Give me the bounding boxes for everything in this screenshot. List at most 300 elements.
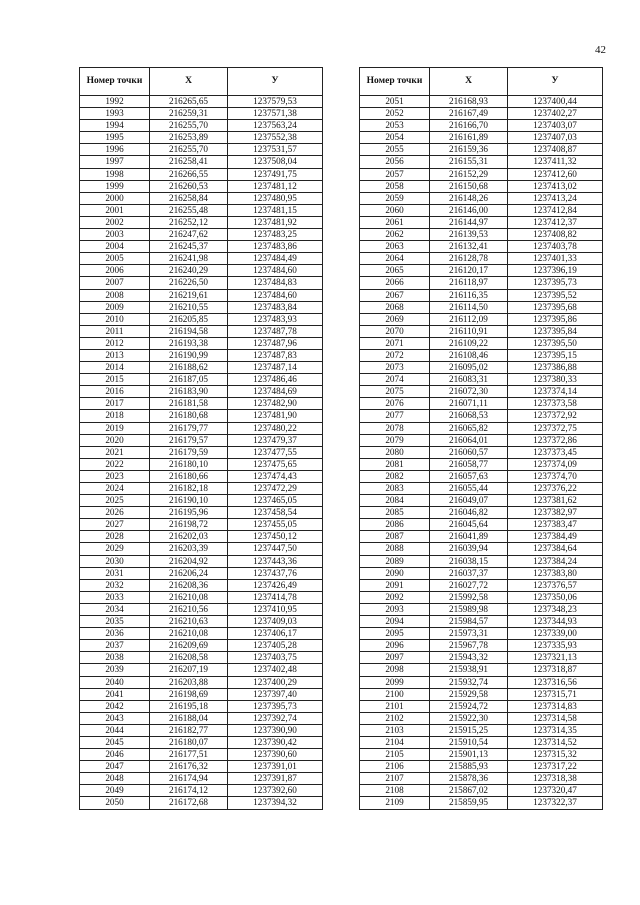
cell-point-number: 2083 [360, 483, 430, 495]
cell-point-number: 2006 [80, 265, 150, 277]
cell-point-number: 2041 [80, 688, 150, 700]
cell-y: 1237472,29 [228, 483, 323, 495]
table-row [360, 507, 603, 519]
cell-x: 215973,31 [430, 628, 508, 640]
cell-point-number: 1994 [80, 120, 150, 132]
cell-y: 1237390,42 [228, 736, 323, 748]
cell-x: 216167,49 [430, 108, 508, 120]
cell-x: 216203,88 [150, 676, 228, 688]
cell-point-number: 2073 [360, 362, 430, 374]
cell-y: 1237395,84 [508, 325, 603, 337]
cell-x: 216046,82 [430, 507, 508, 519]
table-row [360, 616, 603, 628]
cell-point-number: 2105 [360, 749, 430, 761]
cell-point-number: 2072 [360, 349, 430, 361]
table-row [80, 301, 323, 313]
cell-x: 216150,68 [430, 180, 508, 192]
table-row [80, 192, 323, 204]
cell-point-number: 2094 [360, 616, 430, 628]
cell-point-number: 2091 [360, 579, 430, 591]
cell-point-number: 2078 [360, 422, 430, 434]
cell-y: 1237437,76 [228, 567, 323, 579]
table-row [360, 108, 603, 120]
cell-point-number: 2092 [360, 591, 430, 603]
cell-y: 1237443,36 [228, 555, 323, 567]
cell-point-number: 2012 [80, 337, 150, 349]
table-row [80, 180, 323, 192]
cell-x: 216095,02 [430, 362, 508, 374]
table-row [360, 773, 603, 785]
cell-point-number: 2015 [80, 374, 150, 386]
cell-x: 216176,32 [150, 761, 228, 773]
cell-point-number: 2045 [80, 736, 150, 748]
cell-x: 216045,64 [430, 519, 508, 531]
cell-point-number: 2005 [80, 253, 150, 265]
table-row [360, 652, 603, 664]
cell-point-number: 2102 [360, 712, 430, 724]
cell-point-number: 2014 [80, 362, 150, 374]
table-row [80, 204, 323, 216]
table-row [80, 652, 323, 664]
cell-y: 1237414,78 [228, 591, 323, 603]
cell-point-number: 2080 [360, 446, 430, 458]
cell-y: 1237382,97 [508, 507, 603, 519]
table-row [360, 676, 603, 688]
cell-y: 1237508,04 [228, 156, 323, 168]
table-row [80, 700, 323, 712]
cell-x: 216179,77 [150, 422, 228, 434]
table-row [360, 749, 603, 761]
cell-x: 216172,68 [150, 797, 228, 809]
table-row [360, 398, 603, 410]
cell-point-number: 2106 [360, 761, 430, 773]
cell-x: 215922,30 [430, 712, 508, 724]
cell-y: 1237552,38 [228, 132, 323, 144]
table-row [80, 253, 323, 265]
header-x: X [150, 68, 228, 96]
cell-y: 1237458,54 [228, 507, 323, 519]
table-row [360, 446, 603, 458]
cell-y: 1237407,03 [508, 132, 603, 144]
table-row [360, 337, 603, 349]
cell-x: 216128,78 [430, 253, 508, 265]
cell-y: 1237395,52 [508, 289, 603, 301]
cell-y: 1237314,35 [508, 724, 603, 736]
cell-x: 216132,41 [430, 241, 508, 253]
cell-x: 216226,50 [150, 277, 228, 289]
cell-x: 216205,85 [150, 313, 228, 325]
page-number: 42 [595, 44, 606, 56]
cell-x: 215924,72 [430, 700, 508, 712]
cell-y: 1237412,37 [508, 216, 603, 228]
cell-x: 216198,69 [150, 688, 228, 700]
cell-point-number: 2051 [360, 96, 430, 108]
cell-x: 216148,26 [430, 192, 508, 204]
cell-point-number: 2038 [80, 652, 150, 664]
cell-y: 1237481,92 [228, 216, 323, 228]
table-row [80, 156, 323, 168]
cell-x: 216240,29 [150, 265, 228, 277]
table-row [360, 555, 603, 567]
cell-x: 216049,07 [430, 495, 508, 507]
cell-x: 216159,36 [430, 144, 508, 156]
coordinates-table-left [79, 67, 323, 810]
cell-x: 215938,91 [430, 664, 508, 676]
table-row [360, 640, 603, 652]
cell-x: 216183,90 [150, 386, 228, 398]
cell-y: 1237480,95 [228, 192, 323, 204]
cell-y: 1237395,73 [228, 700, 323, 712]
table-row [360, 204, 603, 216]
cell-y: 1237571,38 [228, 108, 323, 120]
cell-x: 216057,63 [430, 470, 508, 482]
table-row [360, 785, 603, 797]
cell-y: 1237396,19 [508, 265, 603, 277]
cell-point-number: 2010 [80, 313, 150, 325]
table-row [360, 277, 603, 289]
cell-x: 216210,63 [150, 616, 228, 628]
cell-x: 216177,51 [150, 749, 228, 761]
cell-x: 216194,58 [150, 325, 228, 337]
cell-point-number: 2052 [360, 108, 430, 120]
cell-x: 216204,92 [150, 555, 228, 567]
table-row [360, 313, 603, 325]
cell-point-number: 2058 [360, 180, 430, 192]
cell-point-number: 2049 [80, 785, 150, 797]
cell-y: 1237380,33 [508, 374, 603, 386]
cell-y: 1237350,06 [508, 591, 603, 603]
cell-x: 216027,72 [430, 579, 508, 591]
cell-y: 1237395,50 [508, 337, 603, 349]
cell-point-number: 2079 [360, 434, 430, 446]
cell-point-number: 2043 [80, 712, 150, 724]
cell-x: 216055,44 [430, 483, 508, 495]
cell-point-number: 2075 [360, 386, 430, 398]
cell-point-number: 2076 [360, 398, 430, 410]
cell-y: 1237374,70 [508, 470, 603, 482]
cell-y: 1237426,49 [228, 579, 323, 591]
table-row [360, 168, 603, 180]
cell-point-number: 2096 [360, 640, 430, 652]
table-row [80, 712, 323, 724]
cell-x: 216255,48 [150, 204, 228, 216]
cell-point-number: 2071 [360, 337, 430, 349]
cell-x: 216041,89 [430, 531, 508, 543]
cell-y: 1237395,68 [508, 301, 603, 313]
table-row [360, 628, 603, 640]
cell-point-number: 2026 [80, 507, 150, 519]
cell-y: 1237384,64 [508, 543, 603, 555]
cell-point-number: 2067 [360, 289, 430, 301]
cell-y: 1237484,83 [228, 277, 323, 289]
cell-point-number: 1997 [80, 156, 150, 168]
table-row [360, 688, 603, 700]
cell-y: 1237372,75 [508, 422, 603, 434]
cell-x: 216146,00 [430, 204, 508, 216]
table-row [80, 736, 323, 748]
cell-y: 1237372,92 [508, 410, 603, 422]
cell-x: 216245,37 [150, 241, 228, 253]
cell-y: 1237390,60 [228, 749, 323, 761]
cell-point-number: 2011 [80, 325, 150, 337]
cell-point-number: 2095 [360, 628, 430, 640]
cell-y: 1237408,87 [508, 144, 603, 156]
cell-point-number: 2099 [360, 676, 430, 688]
cell-y: 1237408,82 [508, 229, 603, 241]
table-row [360, 664, 603, 676]
cell-x: 216207,19 [150, 664, 228, 676]
table-row [360, 470, 603, 482]
cell-point-number: 2018 [80, 410, 150, 422]
cell-y: 1237344,93 [508, 616, 603, 628]
cell-y: 1237318,87 [508, 664, 603, 676]
table-row [360, 700, 603, 712]
table-row [360, 543, 603, 555]
cell-y: 1237314,58 [508, 712, 603, 724]
cell-y: 1237395,86 [508, 313, 603, 325]
table-row [80, 603, 323, 615]
cell-y: 1237314,52 [508, 736, 603, 748]
cell-point-number: 2004 [80, 241, 150, 253]
table-row [360, 374, 603, 386]
table-row [360, 591, 603, 603]
cell-x: 216255,70 [150, 144, 228, 156]
cell-x: 216168,93 [430, 96, 508, 108]
cell-point-number: 2060 [360, 204, 430, 216]
cell-y: 1237386,88 [508, 362, 603, 374]
cell-point-number: 2021 [80, 446, 150, 458]
table-row [80, 386, 323, 398]
cell-point-number: 2062 [360, 229, 430, 241]
cell-point-number: 2009 [80, 301, 150, 313]
cell-point-number: 2031 [80, 567, 150, 579]
cell-y: 1237372,86 [508, 434, 603, 446]
cell-y: 1237412,84 [508, 204, 603, 216]
table-row [360, 761, 603, 773]
table-row [80, 507, 323, 519]
table-row [80, 773, 323, 785]
cell-x: 216144,97 [430, 216, 508, 228]
table-row [80, 325, 323, 337]
cell-point-number: 2050 [80, 797, 150, 809]
table-row [80, 277, 323, 289]
cell-x: 215929,58 [430, 688, 508, 700]
cell-y: 1237487,83 [228, 349, 323, 361]
cell-point-number: 2029 [80, 543, 150, 555]
cell-x: 216038,15 [430, 555, 508, 567]
cell-x: 216210,08 [150, 591, 228, 603]
cell-x: 216260,53 [150, 180, 228, 192]
table-row [360, 253, 603, 265]
table-row [80, 144, 323, 156]
cell-point-number: 1995 [80, 132, 150, 144]
cell-point-number: 1999 [80, 180, 150, 192]
cell-y: 1237317,22 [508, 761, 603, 773]
cell-point-number: 2044 [80, 724, 150, 736]
cell-y: 1237373,45 [508, 446, 603, 458]
cell-y: 1237413,24 [508, 192, 603, 204]
cell-x: 216206,24 [150, 567, 228, 579]
cell-point-number: 2057 [360, 168, 430, 180]
table-row [80, 229, 323, 241]
cell-point-number: 2055 [360, 144, 430, 156]
table-row [80, 519, 323, 531]
table-row [80, 761, 323, 773]
cell-point-number: 2027 [80, 519, 150, 531]
table-row [80, 289, 323, 301]
cell-point-number: 2061 [360, 216, 430, 228]
cell-x: 216139,53 [430, 229, 508, 241]
cell-y: 1237401,33 [508, 253, 603, 265]
cell-x: 216110,91 [430, 325, 508, 337]
cell-x: 216114,50 [430, 301, 508, 313]
cell-y: 1237475,65 [228, 458, 323, 470]
table-row [360, 712, 603, 724]
cell-x: 215901,13 [430, 749, 508, 761]
table-row [360, 422, 603, 434]
cell-y: 1237390,90 [228, 724, 323, 736]
cell-point-number: 2030 [80, 555, 150, 567]
table-row [80, 434, 323, 446]
cell-point-number: 2008 [80, 289, 150, 301]
cell-x: 215867,02 [430, 785, 508, 797]
cell-point-number: 2003 [80, 229, 150, 241]
table-row [360, 120, 603, 132]
header-y: У [228, 68, 323, 96]
cell-y: 1237455,05 [228, 519, 323, 531]
cell-point-number: 2019 [80, 422, 150, 434]
cell-point-number: 2016 [80, 386, 150, 398]
table-row [360, 458, 603, 470]
cell-point-number: 2017 [80, 398, 150, 410]
cell-point-number: 2104 [360, 736, 430, 748]
cell-y: 1237335,93 [508, 640, 603, 652]
cell-point-number: 2065 [360, 265, 430, 277]
cell-x: 216065,82 [430, 422, 508, 434]
cell-x: 216195,96 [150, 507, 228, 519]
cell-y: 1237411,32 [508, 156, 603, 168]
table-row [360, 156, 603, 168]
cell-point-number: 2103 [360, 724, 430, 736]
cell-x: 216118,97 [430, 277, 508, 289]
cell-x: 216210,55 [150, 301, 228, 313]
table-row [80, 785, 323, 797]
cell-x: 216058,77 [430, 458, 508, 470]
cell-y: 1237403,78 [508, 241, 603, 253]
cell-y: 1237491,75 [228, 168, 323, 180]
cell-y: 1237316,56 [508, 676, 603, 688]
cell-y: 1237447,50 [228, 543, 323, 555]
cell-y: 1237410,95 [228, 603, 323, 615]
cell-x: 216265,65 [150, 96, 228, 108]
cell-x: 215989,98 [430, 603, 508, 615]
cell-y: 1237484,69 [228, 386, 323, 398]
table-row [360, 531, 603, 543]
cell-point-number: 2086 [360, 519, 430, 531]
cell-y: 1237402,48 [228, 664, 323, 676]
cell-y: 1237315,32 [508, 749, 603, 761]
table-row [360, 241, 603, 253]
table-row [80, 543, 323, 555]
cell-y: 1237487,14 [228, 362, 323, 374]
table-row [360, 265, 603, 277]
cell-y: 1237481,12 [228, 180, 323, 192]
cell-x: 216253,89 [150, 132, 228, 144]
table-row [80, 591, 323, 603]
cell-point-number: 2002 [80, 216, 150, 228]
cell-x: 216083,31 [430, 374, 508, 386]
cell-y: 1237384,49 [508, 531, 603, 543]
cell-point-number: 1993 [80, 108, 150, 120]
cell-y: 1237405,28 [228, 640, 323, 652]
cell-x: 216188,62 [150, 362, 228, 374]
cell-y: 1237481,90 [228, 410, 323, 422]
cell-point-number: 2109 [360, 797, 430, 809]
cell-x: 216174,94 [150, 773, 228, 785]
cell-y: 1237391,87 [228, 773, 323, 785]
table-row [80, 241, 323, 253]
cell-y: 1237413,02 [508, 180, 603, 192]
cell-y: 1237531,57 [228, 144, 323, 156]
cell-point-number: 2081 [360, 458, 430, 470]
table-row [360, 216, 603, 228]
cell-point-number: 2101 [360, 700, 430, 712]
table-row [80, 349, 323, 361]
table-row [80, 531, 323, 543]
table-row [360, 483, 603, 495]
cell-y: 1237479,37 [228, 434, 323, 446]
table-row [80, 749, 323, 761]
cell-y: 1237403,75 [228, 652, 323, 664]
table-row [360, 301, 603, 313]
table-row [360, 325, 603, 337]
cell-y: 1237483,84 [228, 301, 323, 313]
cell-point-number: 2074 [360, 374, 430, 386]
cell-point-number: 1992 [80, 96, 150, 108]
cell-point-number: 2046 [80, 749, 150, 761]
cell-x: 216155,31 [430, 156, 508, 168]
cell-x: 216180,07 [150, 736, 228, 748]
cell-point-number: 2033 [80, 591, 150, 603]
cell-x: 216190,10 [150, 495, 228, 507]
table-row [80, 362, 323, 374]
cell-x: 215915,25 [430, 724, 508, 736]
cell-y: 1237383,47 [508, 519, 603, 531]
cell-point-number: 2085 [360, 507, 430, 519]
cell-y: 1237376,57 [508, 579, 603, 591]
table-row [360, 603, 603, 615]
cell-y: 1237563,24 [228, 120, 323, 132]
table-row [80, 313, 323, 325]
table-row [80, 398, 323, 410]
cell-x: 216182,77 [150, 724, 228, 736]
cell-point-number: 2098 [360, 664, 430, 676]
cell-x: 215932,74 [430, 676, 508, 688]
cell-point-number: 2034 [80, 603, 150, 615]
cell-x: 216064,01 [430, 434, 508, 446]
cell-x: 216060,57 [430, 446, 508, 458]
cell-point-number: 2064 [360, 253, 430, 265]
cell-x: 216112,09 [430, 313, 508, 325]
cell-point-number: 2035 [80, 616, 150, 628]
cell-point-number: 2088 [360, 543, 430, 555]
cell-y: 1237412,60 [508, 168, 603, 180]
cell-y: 1237384,24 [508, 555, 603, 567]
cell-y: 1237374,09 [508, 458, 603, 470]
cell-point-number: 2087 [360, 531, 430, 543]
cell-point-number: 2047 [80, 761, 150, 773]
table-row [80, 265, 323, 277]
